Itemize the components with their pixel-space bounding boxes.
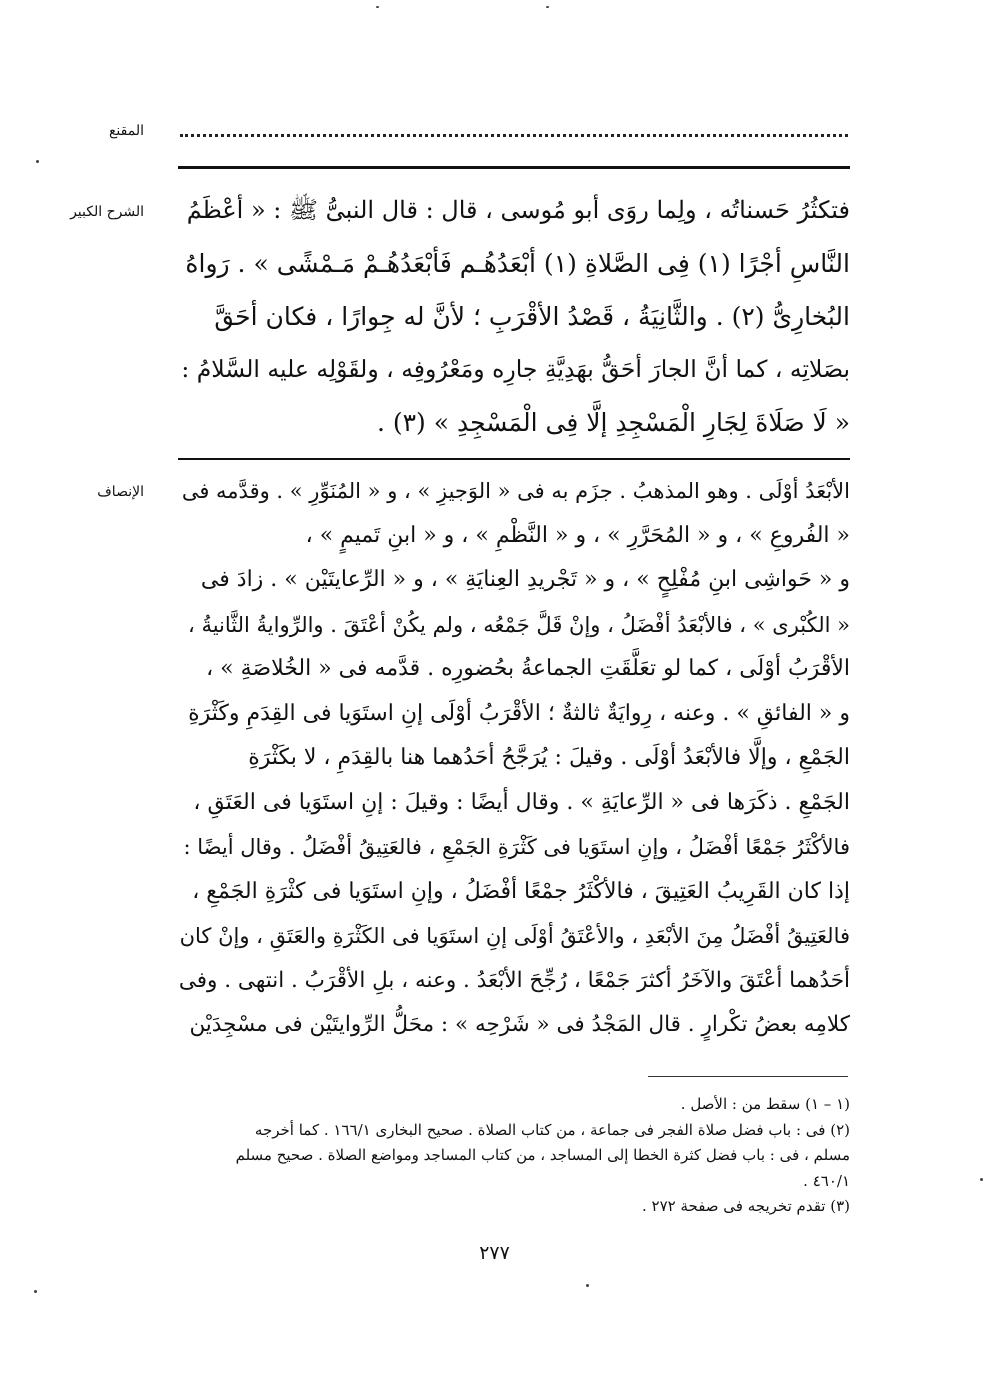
- text-line: « الكُبْرى » ، فالأبْعَدُ أفْضَلُ ، وإنْ قَلَّ جَمْعُه ، ولم يكُنْ أعْتَقَ . والرِّوايةُ الثَّانيةُ ،: [187, 612, 850, 637]
- header-dotted-rule: [180, 134, 848, 137]
- scan-speck: [586, 1284, 589, 1287]
- scan-speck: [34, 1290, 37, 1293]
- page-number: ٢٧٧: [479, 1242, 510, 1264]
- text-line: « لَا صَلَاةَ لِجَارِ الْمَسْجِدِ إلَّا فِى الْمَسْجِدِ » (٣) .: [376, 408, 850, 437]
- text-line: و « الفائقِ » . وعنه ، رِوايَةٌ ثالثةٌ ؛ الأقْرَبُ أوْلَى إنِ استَوَيا فى القِدَمِ وكَثْرَةِ: [188, 700, 850, 726]
- sharh-text: [178, 184, 850, 449]
- footnote-rule: [648, 1076, 848, 1077]
- sharh-label: الشرح الكبير: [70, 204, 144, 220]
- scan-speck: [546, 6, 549, 8]
- footnote-line: (١ – ١) سقط من : الأصل .: [680, 1095, 850, 1113]
- scan-speck: [376, 6, 379, 8]
- scan-speck: [980, 1178, 983, 1181]
- insaf-label: الإنصاف: [97, 484, 144, 500]
- text-line: الجَمْعِ ، وإلَّا فالأبْعَدُ أوْلَى . وقيلَ : يُرَجَّحُ أحَدُهما هنا بالقِدَمِ ، لا بكَثْرَةِ: [248, 745, 850, 770]
- text-line: و « حَواشِى ابنِ مُفْلِحٍ » ، و « تَجْريدِ العِنايَةِ » ، و « الرِّعايتَيْن » . زادَ فى: [200, 567, 850, 592]
- text-line: فتكثُرُ حَسناتُه ، ولِما روَى أبو مُوسى ، قال : قال النبىُّ ﷺ : « أعْظَمُ: [186, 196, 850, 224]
- footnote-line: (٣) تقدم تخريجه فى صفحة ٢٧٢ .: [641, 1197, 850, 1216]
- text-line: الجَمْعِ . ذكَرَها فى « الرِّعايَةِ » . وقال أيضًا : وقيلَ : إنِ استَوَيا فى العَتَقِ ،: [193, 789, 850, 815]
- insaf-text: [178, 469, 850, 1048]
- footnote-line: ٤٦٠/١ .: [803, 1171, 850, 1190]
- text-line: أحَدُهما أعْتَقَ والآخَرُ أكثرَ جَمْعًا ، رُجِّحَ الأبْعَدُ . وعنه ، بلِ الأقْرَبُ . انتهى . وفى: [178, 967, 850, 993]
- text-line: بصَلاتِه ، كما أنَّ الجارَ أحَقُّ بهَدِيَّةِ جارِه ومَعْرُوفِه ، ولقَوْلِه عليه السَّلامُ :: [181, 355, 850, 383]
- text-line: البُخارِىُّ (٢) . والثَّانِيَةُ ، قَصْدُ الأقْرَبِ ؛ لأنَّ له جِوارًا ، فكان أحَقَّ: [214, 302, 850, 331]
- footnote-line: (٢) فى : باب فضل صلاة الفجر فى جماعة ، من كتاب الصلاة . صحيح البخارى ١٦٦/١ . كما أخرجه: [254, 1120, 850, 1139]
- scan-speck: [36, 160, 39, 163]
- text-line: كلامِه بعضُ تكْرارٍ . قال المَجْدُ فى « شَرْحِه » : محَلُّ الرِّوايتَيْن فى مسْجِدَيْن: [189, 1012, 850, 1037]
- text-line: إذا كان القَرِيبُ العَتِيقَ ، فالأكْثَرُ جمْعًا أفْضَلُ ، وإنِ استَوَيا فى كثْرَةِ الجَمْعِ ،: [192, 878, 850, 904]
- text-line: « الفُروعِ » ، و « المُحَرَّرِ » ، و « النَّظْمِ » ، و « ابنِ تَميمٍ » ،: [305, 522, 850, 548]
- text-line: الأقْرَبُ أوْلَى ، كما لو تعَلَّقَتِ الجماعةُ بحُضورِه . قدَّمه فى « الخُلاصَةِ » ،: [206, 656, 850, 681]
- text-line: فالعَتِيقُ أفْضَلُ مِنَ الأبْعَدِ ، والأعْتَقُ أوْلَى إنِ استَوَيا فى الكَثْرَةِ والعَتَقِ ، وإنْ كان: [179, 924, 850, 948]
- text-line: فالأكْثَرُ جَمْعًا أفْضَلُ ، وإنِ استَوَيا فى كَثْرَةِ الجَمْعِ ، فالعَتِيقُ أفْضَلُ . وقال أيضًا :: [183, 835, 850, 859]
- header-title: المقنع: [108, 123, 144, 139]
- footnote-line: مسلم ، فى : باب فضل كثرة الخطا إلى المساجد ، من كتاب المساجد ومواضع الصلاة . صحيح مسلم: [235, 1146, 850, 1165]
- header-rule: [178, 166, 850, 169]
- text-line: الأبْعَدُ أوْلَى . وهو المذهبُ . جزَم به فى « الوَجيزِ » ، و « المُنَوِّرِ » . وقدَّمه فى: [181, 479, 850, 503]
- section-divider: [178, 458, 850, 460]
- text-line: النَّاسِ أجْرًا (١) فِى الصَّلاةِ (١) أبْعَدُهُـم فَأبْعَدُهُـمْ مَـمْشًى » . رَواهُ: [185, 249, 850, 278]
- footnotes: [178, 1092, 850, 1220]
